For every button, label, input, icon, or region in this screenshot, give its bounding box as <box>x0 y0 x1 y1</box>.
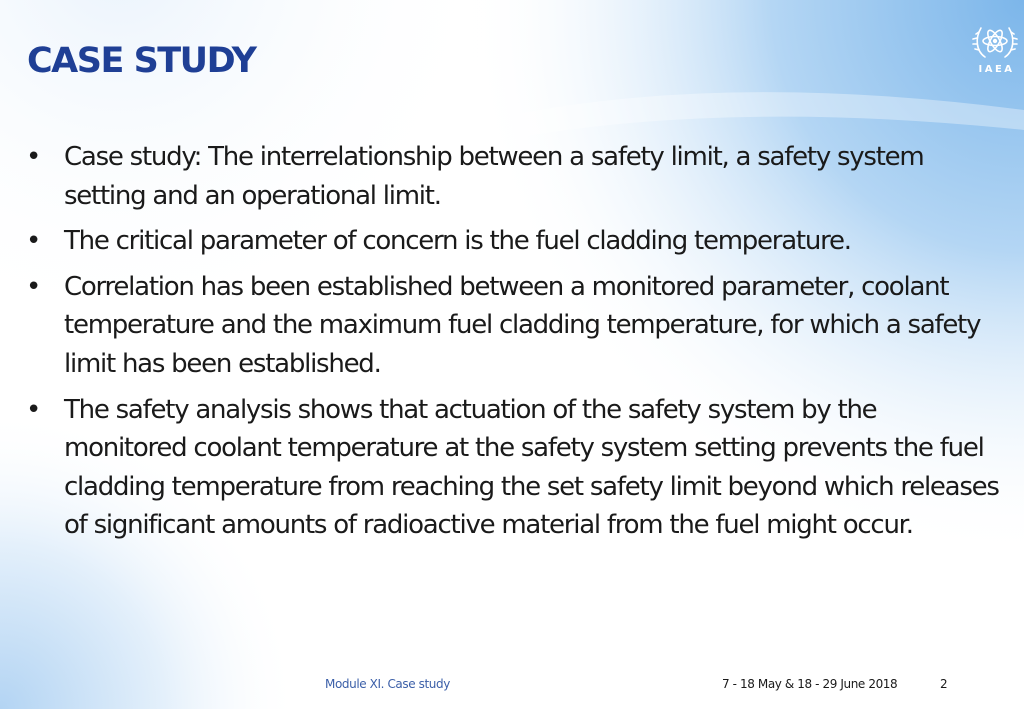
bullet-text: Correlation has been established between a monitored parameter, coolant temperature and the maximum fuel cladding temperature, for which a safety limit has been established. <box>64 271 981 379</box>
bullet-list <box>26 138 1001 552</box>
bullet-item <box>26 222 1001 261</box>
page-number: 2 <box>940 677 948 691</box>
bullet-item <box>26 138 1001 215</box>
bullet-text: The critical parameter of concern is the fuel cladding temperature. <box>64 226 851 257</box>
slide-title: CASE STUDY <box>27 41 256 81</box>
footer-module-title: Module XI. Case study <box>325 677 450 691</box>
bullet-symbol: • <box>26 271 42 302</box>
bullet-symbol: • <box>26 226 42 257</box>
footer-date: 7 - 18 May & 18 - 29 June 2018 <box>722 677 898 691</box>
bullet-symbol: • <box>26 142 42 172</box>
bullet-symbol: • <box>26 394 42 425</box>
logo-text: IAEA <box>978 64 1015 75</box>
atom-laurel-icon <box>972 20 1018 62</box>
bullet-item <box>26 268 1001 384</box>
iaea-logo <box>968 20 1022 80</box>
bullet-item <box>26 391 1001 545</box>
bullet-text: Case study: The interrelationship between a safety limit, a safety system setting and an operational limit. <box>64 142 924 211</box>
bullet-text: The safety analysis shows that actuation of the safety system by the monitored coolant temperature at the safety system setting prevents the fuel cladding temperature from reaching the set safety limit beyond which releases of significant amounts of radioactive material from the fuel might occur. <box>64 394 999 541</box>
